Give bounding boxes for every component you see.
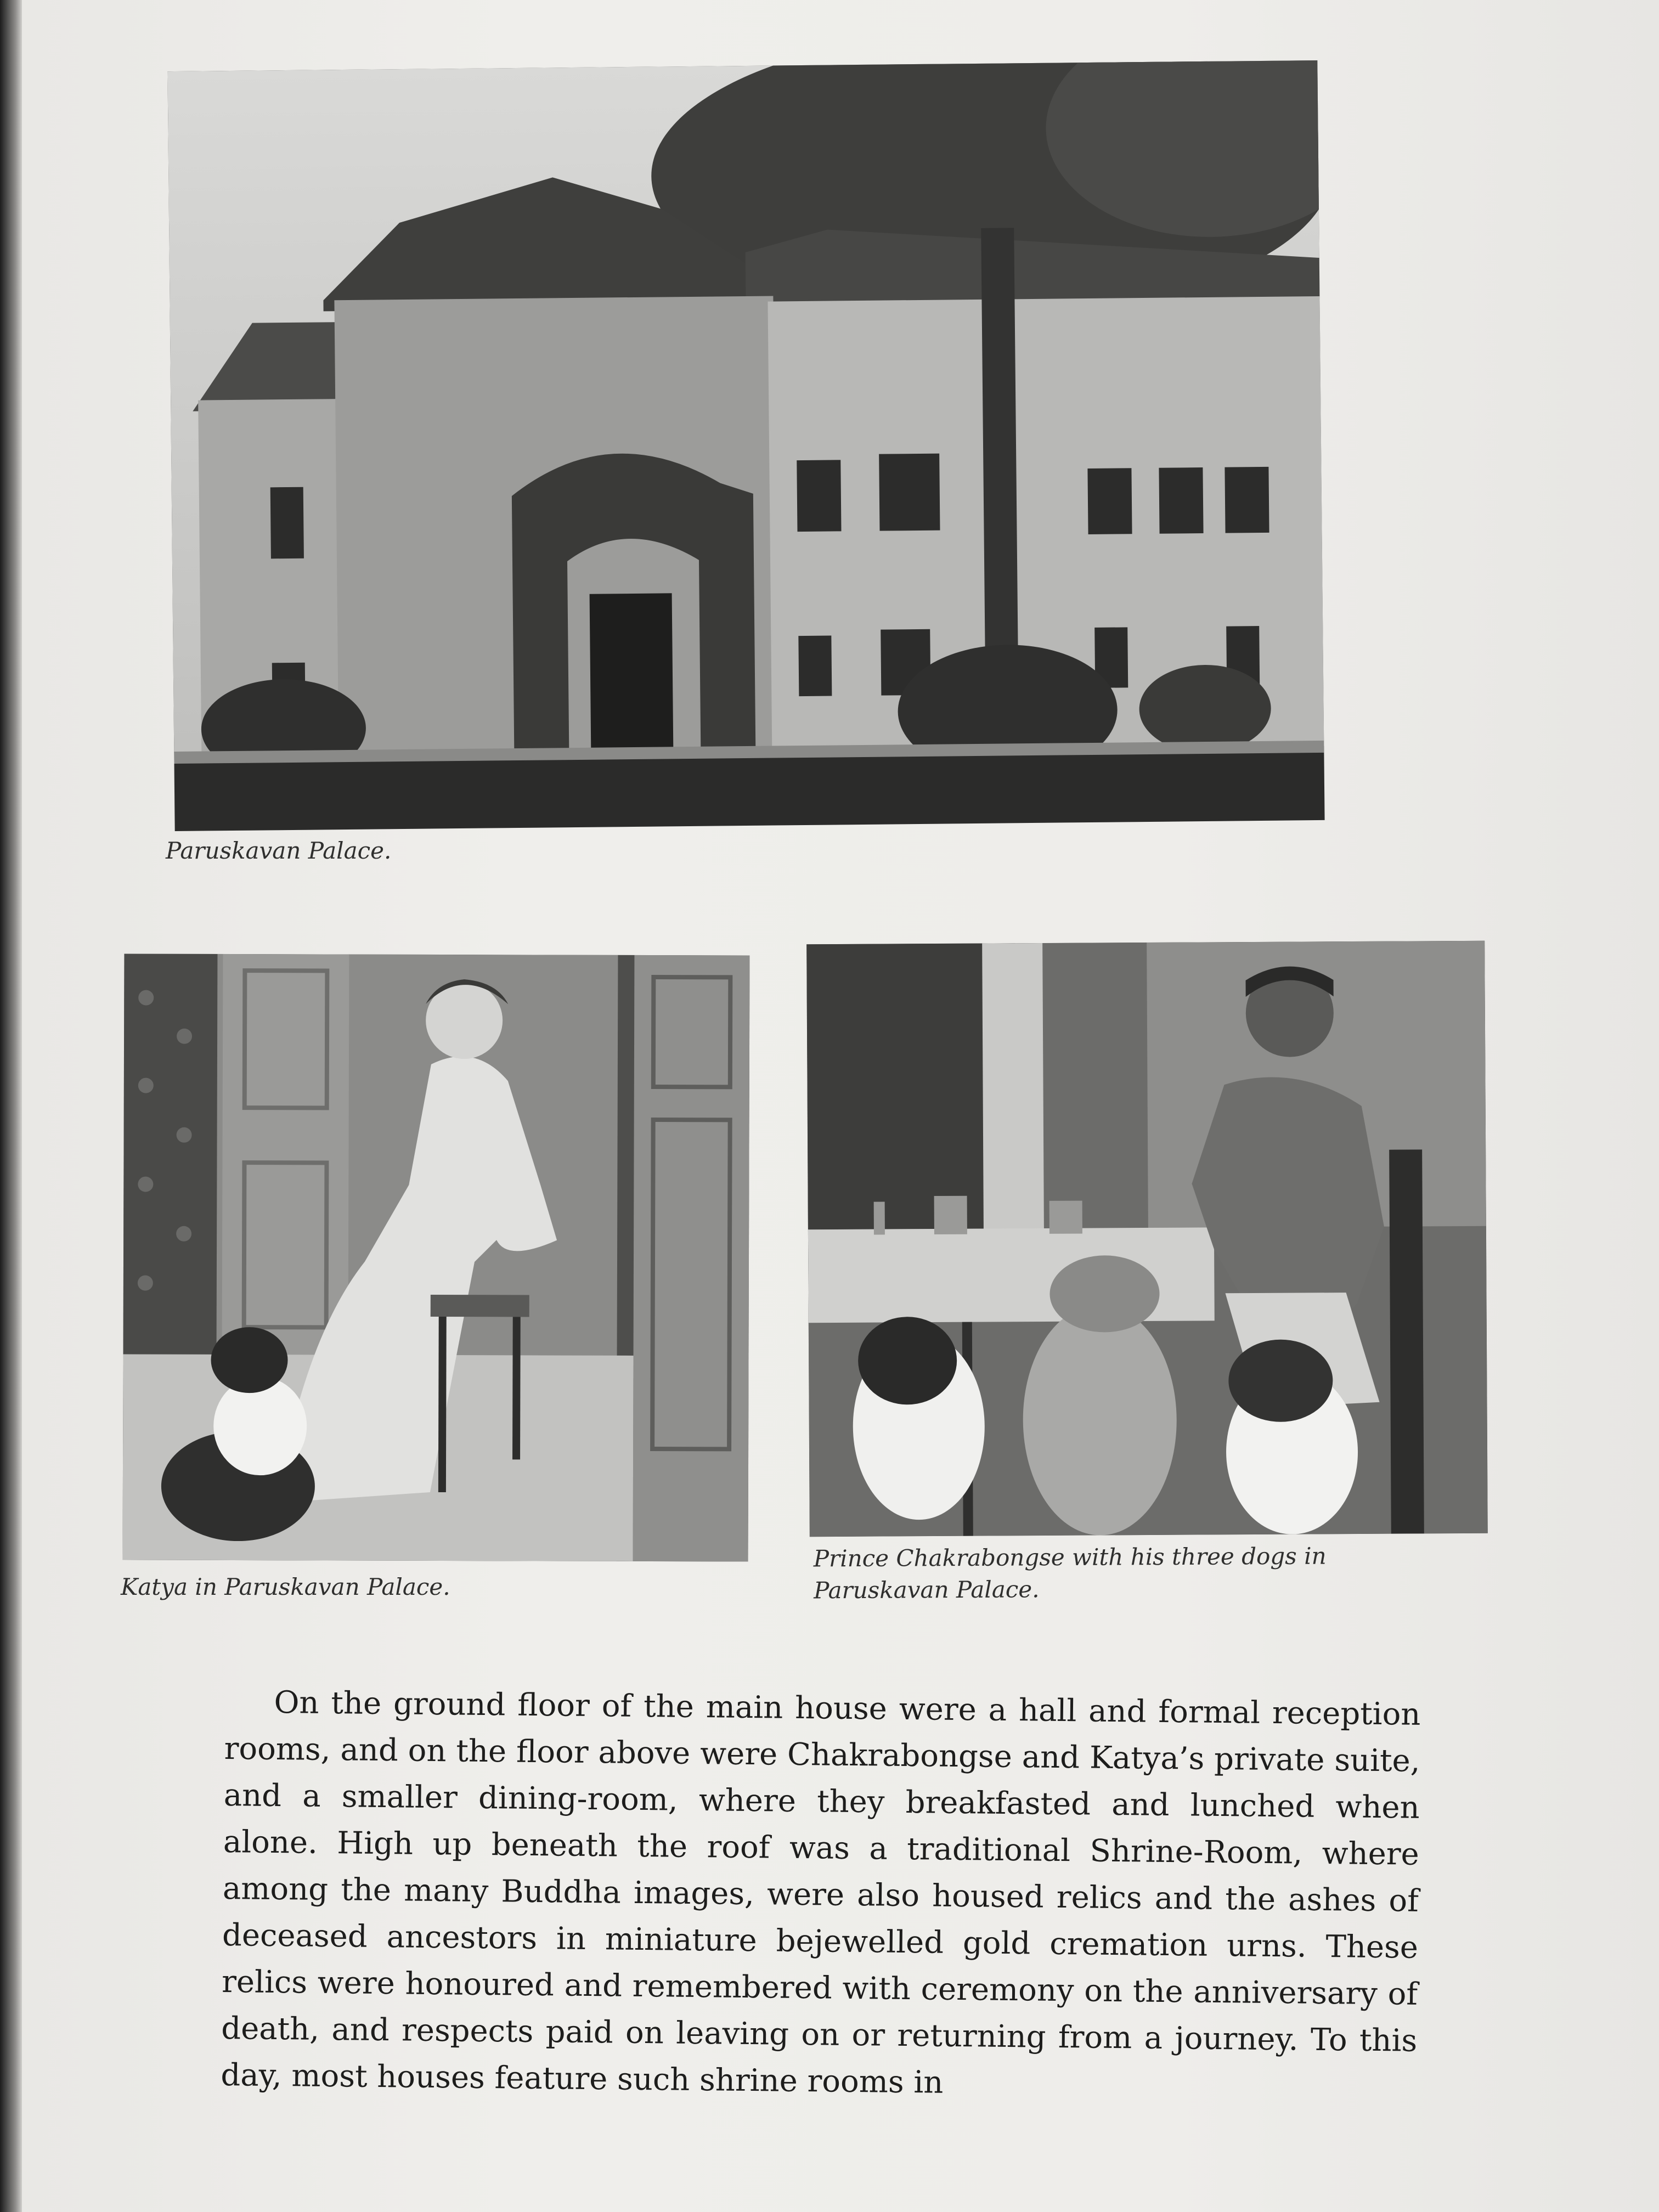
prince-caption-line-1: Prince Chakrabongse with his three dogs in xyxy=(813,1542,1327,1572)
katya-caption: Katya in Paruskavan Palace. xyxy=(121,1573,450,1600)
body-text xyxy=(221,1679,1421,2111)
body-paragraph: On the ground floor of the main house were a hall and formal reception rooms, and on the floor above were Chakrabongse and Katya’s private suite, and a smaller dining-room, where they breakfasted and lunched when alone. High up beneath the roof was a traditional Shrine-Room, where among the many Buddha images, were also housed relics and the ashes of deceased ancestors in miniature bejewelled gold cremation urns. These relics were honoured and remembered with ceremony on the anniversary of death, and respects paid on leaving on or returning from a journey. To this day, most houses feature such shrine rooms in xyxy=(221,1684,1421,2101)
prince-image xyxy=(806,941,1488,1537)
book-page xyxy=(22,0,1659,2212)
katya-image xyxy=(123,954,750,1562)
palace-photo xyxy=(167,60,1324,831)
katya-photo xyxy=(123,954,750,1562)
palace-image xyxy=(167,60,1324,831)
prince-photo xyxy=(806,941,1488,1537)
palace-caption: Paruskavan Palace. xyxy=(166,837,392,864)
prince-caption-line-2: Paruskavan Palace. xyxy=(814,1576,1040,1604)
book-gutter-shadow xyxy=(0,0,22,2212)
prince-caption xyxy=(814,1541,1327,1607)
